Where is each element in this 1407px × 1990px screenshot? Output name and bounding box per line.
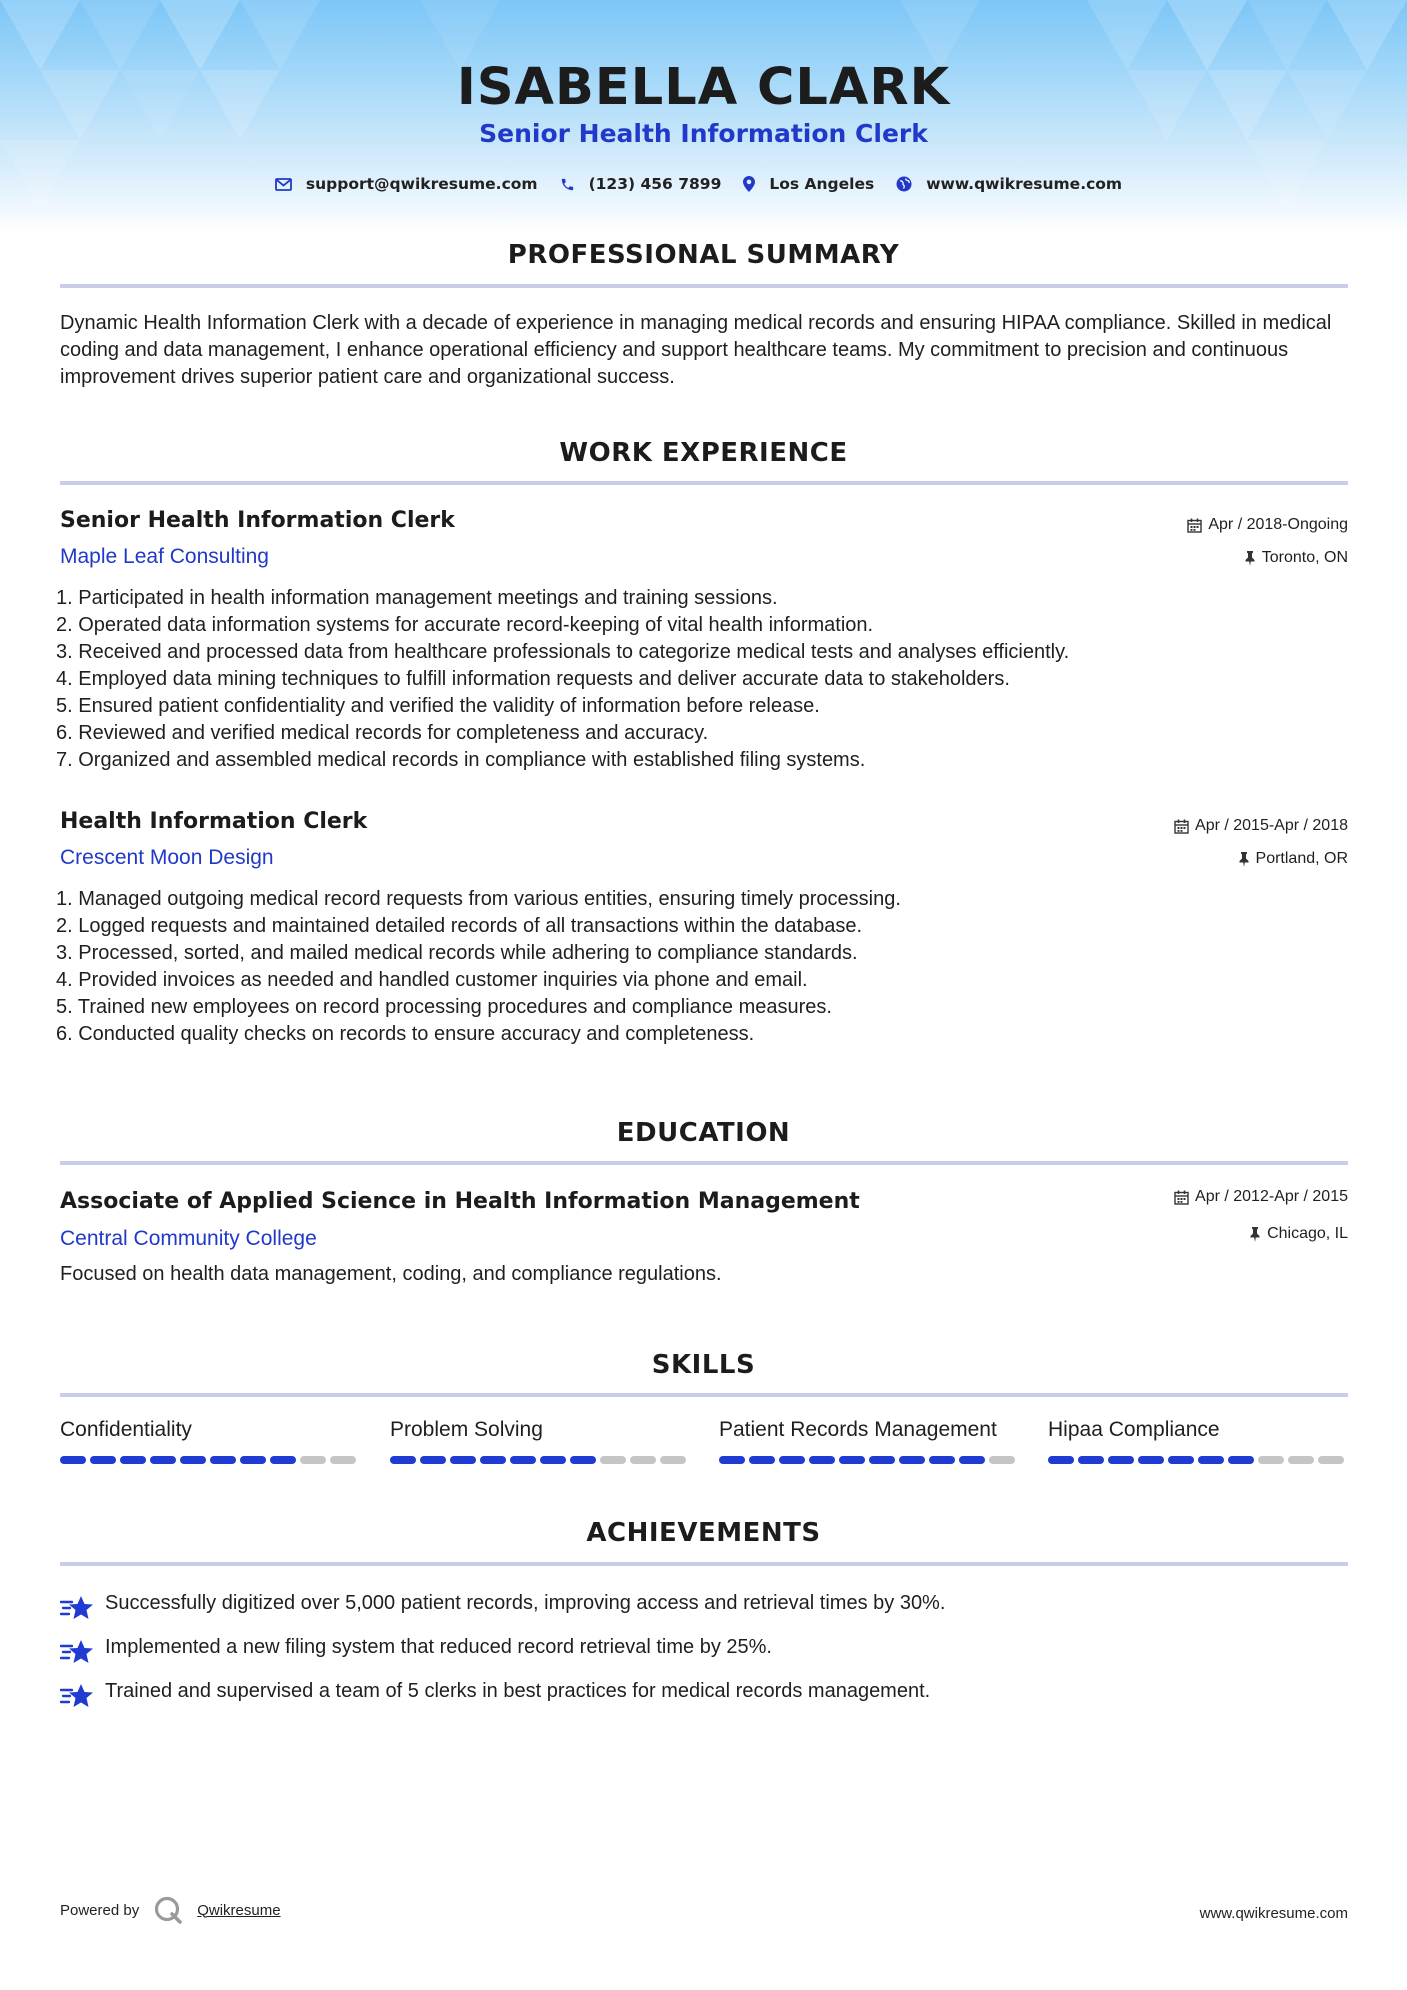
skill-segment-filled: [809, 1456, 835, 1464]
skill-segment-filled: [1138, 1456, 1164, 1464]
skills-divider: [60, 1393, 1348, 1397]
skill-level-bar: [719, 1456, 1015, 1464]
skill-segment-filled: [60, 1456, 86, 1464]
company-2: Crescent Moon Design: [60, 846, 274, 869]
skill-segment-filled: [390, 1456, 416, 1464]
education-divider: [60, 1161, 1348, 1165]
skill-segment-filled: [510, 1456, 536, 1464]
job-title-1: Senior Health Information Clerk: [60, 508, 455, 533]
skill-segment-filled: [1168, 1456, 1194, 1464]
shooting-star-icon: [60, 1682, 94, 1710]
contact-location: [743, 175, 874, 193]
list-item: Implemented a new filing system that reduced record retrieval time by 25%.: [60, 1632, 1350, 1676]
skill-item: [1048, 1418, 1348, 1448]
footer-website[interactable]: www.qwikresume.com: [1199, 1905, 1348, 1922]
pushpin-icon: [1238, 852, 1250, 867]
skill-segment-filled: [480, 1456, 506, 1464]
skill-name: Patient Records Management: [719, 1418, 997, 1441]
skill-segment-filled: [869, 1456, 895, 1464]
education-dates: Apr / 2012-Apr / 2015: [1174, 1188, 1348, 1206]
list-item: 3. Processed, sorted, and mailed medical records while adhering to compliance standards.: [56, 942, 858, 964]
shooting-star-icon: [60, 1594, 94, 1622]
skill-segment-filled: [719, 1456, 745, 1464]
job-title-2: Health Information Clerk: [60, 809, 368, 834]
summary-divider: [60, 284, 1348, 288]
list-item: 7. Organized and assembled medical records in compliance with established filing systems.: [56, 749, 866, 771]
job-dates-1: Apr / 2018-Ongoing: [1187, 516, 1348, 534]
skill-item: [719, 1418, 1019, 1448]
experience-heading: WORK EXPERIENCE: [559, 438, 848, 468]
list-item: 2. Logged requests and maintained detailed records of all transactions within the database.: [56, 915, 863, 937]
job-bullets-1: [56, 585, 1336, 774]
skill-segment-filled: [1048, 1456, 1074, 1464]
skill-segment-empty: [330, 1456, 356, 1464]
triangle-pattern: [0, 0, 1407, 235]
achievements-list: [60, 1588, 1350, 1720]
skill-name: Problem Solving: [390, 1418, 543, 1441]
skill-item: [390, 1418, 690, 1448]
skill-segment-empty: [1288, 1456, 1314, 1464]
pushpin-icon: [1249, 1227, 1261, 1242]
list-item: 6. Conducted quality checks on records to ensure accuracy and completeness.: [56, 1023, 755, 1045]
skill-segment-filled: [929, 1456, 955, 1464]
achievements-heading: ACHIEVEMENTS: [586, 1518, 821, 1548]
contact-email[interactable]: [275, 175, 538, 193]
skill-segment-empty: [630, 1456, 656, 1464]
education-heading: EDUCATION: [616, 1118, 791, 1148]
skill-segment-filled: [1078, 1456, 1104, 1464]
experience-divider: [60, 481, 1348, 485]
list-item: 1. Participated in health information management meetings and training sessions.: [56, 587, 778, 609]
calendar-icon: [1174, 1190, 1189, 1205]
skill-segment-filled: [210, 1456, 236, 1464]
skill-segment-filled: [90, 1456, 116, 1464]
skill-segment-filled: [450, 1456, 476, 1464]
footer-powered-by: [60, 1895, 281, 1925]
job-location-1: Toronto, ON: [1244, 549, 1348, 567]
skill-name: Hipaa Compliance: [1048, 1418, 1220, 1441]
contact-bar: [0, 172, 1407, 196]
summary-text: Dynamic Health Information Clerk with a decade of experience in managing medical records and ensuring HIPAA compliance. Skilled in medical coding and data management, I enhance operational efficiency and support healthcare teams. My commitment to precision and continuous improvement drives superior patient care and organizational success.: [60, 312, 1332, 388]
skill-segment-filled: [779, 1456, 805, 1464]
contact-website[interactable]: [896, 175, 1122, 193]
phone-icon: [560, 177, 575, 192]
list-item: 2. Operated data information systems for accurate record-keeping of vital health information.: [56, 614, 874, 636]
degree-title: Associate of Applied Science in Health Information Management: [60, 1189, 860, 1214]
skill-segment-filled: [1228, 1456, 1254, 1464]
list-item: Successfully digitized over 5,000 patient records, improving access and retrieval times by 30%.: [60, 1588, 1350, 1632]
list-item: 6. Reviewed and verified medical records for completeness and accuracy.: [56, 722, 709, 744]
skill-name: Confidentiality: [60, 1418, 192, 1441]
skill-segment-filled: [1198, 1456, 1224, 1464]
envelope-icon: [275, 178, 292, 191]
skill-segment-filled: [899, 1456, 925, 1464]
location-text: Los Angeles: [769, 175, 875, 193]
skill-segment-filled: [570, 1456, 596, 1464]
skill-segment-filled: [1108, 1456, 1134, 1464]
job-bullets-2: [56, 886, 1336, 1048]
skill-segment-empty: [1318, 1456, 1344, 1464]
skill-segment-filled: [540, 1456, 566, 1464]
skill-segment-empty: [1258, 1456, 1284, 1464]
skill-level-bar: [390, 1456, 686, 1464]
shooting-star-icon: [60, 1638, 94, 1666]
list-item: 5. Trained new employees on record processing procedures and compliance measures.: [56, 996, 832, 1018]
education-description: Focused on health data management, coding, and compliance regulations.: [60, 1263, 722, 1285]
skill-segment-empty: [300, 1456, 326, 1464]
brand-link[interactable]: Qwikresume: [197, 1901, 281, 1919]
skill-segment-filled: [420, 1456, 446, 1464]
contact-phone[interactable]: [560, 175, 722, 193]
header-banner: [0, 0, 1407, 235]
email-text: support@qwikresume.com: [305, 175, 538, 193]
school-name: Central Community College: [60, 1227, 317, 1250]
skill-segment-empty: [660, 1456, 686, 1464]
job-dates-2: Apr / 2015-Apr / 2018: [1174, 817, 1348, 835]
summary-heading: PROFESSIONAL SUMMARY: [507, 240, 900, 270]
powered-by-label: Powered by: [60, 1901, 140, 1919]
skill-segment-empty: [600, 1456, 626, 1464]
skill-segment-empty: [989, 1456, 1015, 1464]
phone-text: (123) 456 7899: [588, 175, 722, 193]
calendar-icon: [1174, 819, 1189, 834]
pushpin-icon: [1244, 551, 1256, 566]
candidate-name: ISABELLA CLARK: [456, 58, 951, 117]
education-location: Chicago, IL: [1249, 1225, 1348, 1243]
list-item: 4. Provided invoices as needed and handled customer inquiries via phone and email.: [56, 969, 808, 991]
list-item: Trained and supervised a team of 5 clerks in best practices for medical records management.: [60, 1676, 1350, 1720]
skill-segment-filled: [839, 1456, 865, 1464]
website-text: www.qwikresume.com: [926, 175, 1123, 193]
achievements-divider: [60, 1562, 1348, 1566]
company-1: Maple Leaf Consulting: [60, 545, 269, 568]
list-item: 3. Received and processed data from healthcare professionals to categorize medical tests and analyses efficiently.: [56, 641, 1070, 663]
map-pin-icon: [743, 176, 755, 192]
list-item: 5. Ensured patient confidentiality and verified the validity of information before release.: [56, 695, 820, 717]
skill-item: [60, 1418, 360, 1448]
skills-heading: SKILLS: [651, 1350, 756, 1380]
skill-segment-filled: [180, 1456, 206, 1464]
skill-level-bar: [1048, 1456, 1344, 1464]
skills-list: [60, 1418, 1350, 1478]
qwikresume-logo-icon: [153, 1895, 183, 1925]
skill-segment-filled: [270, 1456, 296, 1464]
list-item: 1. Managed outgoing medical record requests from various entities, ensuring timely processing.: [56, 888, 901, 910]
calendar-icon: [1187, 518, 1202, 533]
skill-segment-filled: [749, 1456, 775, 1464]
skill-segment-filled: [120, 1456, 146, 1464]
skill-segment-filled: [150, 1456, 176, 1464]
skill-segment-filled: [240, 1456, 266, 1464]
list-item: 4. Employed data mining techniques to fulfill information requests and deliver accurate data to stakeholders.: [56, 668, 1010, 690]
skill-segment-filled: [959, 1456, 985, 1464]
job-title: Senior Health Information Clerk: [479, 119, 928, 148]
globe-icon: [896, 176, 912, 192]
job-location-2: Portland, OR: [1238, 850, 1348, 868]
skill-level-bar: [60, 1456, 356, 1464]
